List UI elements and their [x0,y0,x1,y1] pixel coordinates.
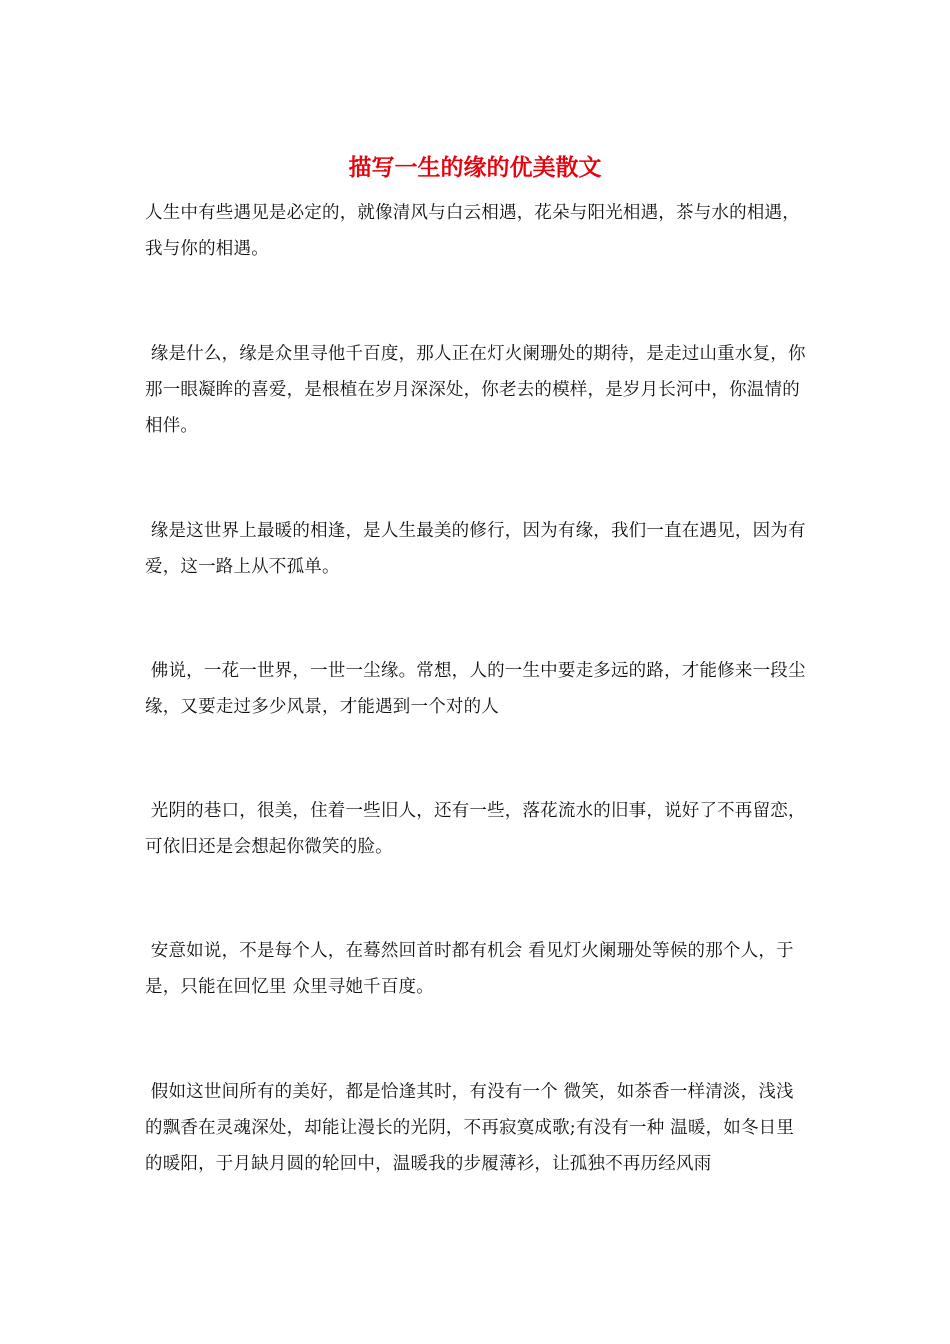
paragraph-5: 光阴的巷口，很美，住着一些旧人，还有一些，落花流水的旧事，说好了不再留恋，可依旧还是会想起你微笑的脸。 [145,801,806,857]
paragraph-6: 安意如说，不是每个人，在蓦然回首时都有机会 看见灯火阑珊处等候的那个人，于是，只能在回忆里 众里寻她千百度。 [145,941,794,997]
paragraph-3: 缘是这世界上最暖的相逢，是人生最美的修行，因为有缘，我们一直在遇见，因为有爱，这一路上从不孤单。 [145,521,806,577]
document-title: 描写一生的缘的优美散文 [348,154,602,181]
paragraph-7: 假如这世间所有的美好，都是恰逢其时，有没有一个 微笑，如茶香一样清淡，浅浅的飘香在灵魂深处，却能让漫长的光阴，不再寂寞成歌;有没有一种 温暖，如冬日里的暖阳，于月缺月圆的轮回中，温暖我的步履薄衫，让孤独不再历经风雨 [145,1082,795,1174]
paragraph-2: 缘是什么，缘是众里寻他千百度，那人正在灯火阑珊处的期待，是走过山重水复，你那一眼凝眸的喜爱，是根植在岁月深深处，你老去的模样，是岁月长河中，你温情的相伴。 [145,344,806,436]
paragraph-4: 佛说，一花一世界，一世一尘缘。常想，人的一生中要走多远的路，才能修来一段尘缘，又要走过多少风景，才能遇到一个对的人 [145,661,806,717]
paragraph-1: 人生中有些遇见是必定的，就像清风与白云相遇，花朵与阳光相遇，茶与水的相遇，我与你的相遇。 [145,203,800,259]
